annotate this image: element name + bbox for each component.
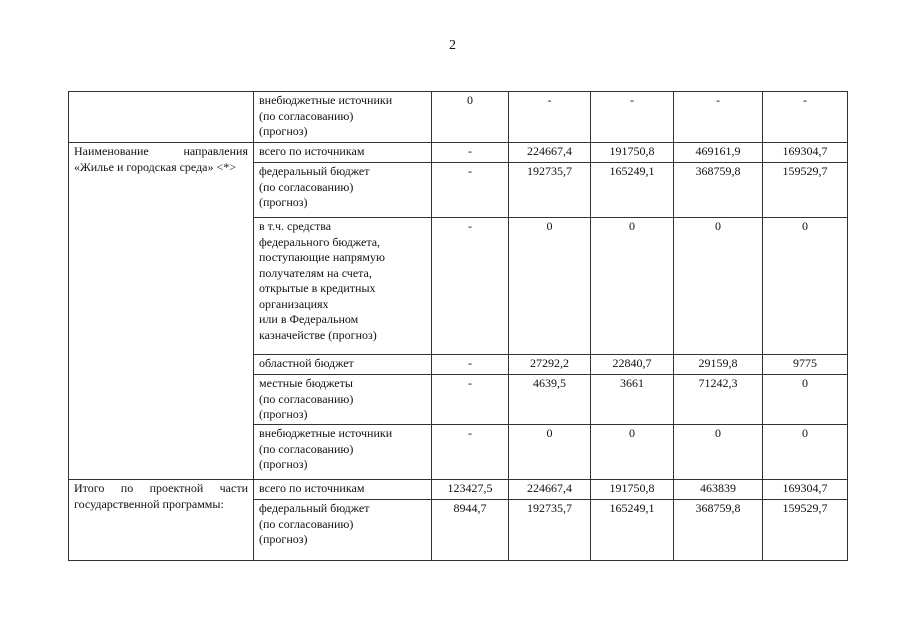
value-cell: 0 [674,425,763,480]
value-cell: 0 [763,375,848,425]
value-cell: 192735,7 [509,500,591,561]
value-cell: - [432,143,509,163]
funding-source-cell: областной бюджет [254,355,432,375]
value-cell: 165249,1 [591,500,674,561]
value-cell: 71242,3 [674,375,763,425]
value-cell: - [432,375,509,425]
value-cell: 0 [763,218,848,355]
value-cell: 191750,8 [591,143,674,163]
funding-source-cell: федеральный бюджет (по согласованию) (прогноз) [254,163,432,218]
value-cell: 191750,8 [591,480,674,500]
value-cell: 368759,8 [674,163,763,218]
value-cell: - [591,92,674,143]
funding-source-cell: всего по источникам [254,143,432,163]
value-cell: 169304,7 [763,480,848,500]
value-cell: 4639,5 [509,375,591,425]
value-cell: 192735,7 [509,163,591,218]
funding-source-cell: федеральный бюджет (по согласованию) (прогноз) [254,500,432,561]
value-cell: 159529,7 [763,500,848,561]
value-cell: - [432,163,509,218]
value-cell: 22840,7 [591,355,674,375]
total-name-cell: Итого по проектной части государственной программы: [69,480,254,561]
value-cell: 224667,4 [509,480,591,500]
funding-source-cell: внебюджетные источники (по согласованию) (прогноз) [254,92,432,143]
direction-name-cell [69,92,254,143]
value-cell: - [674,92,763,143]
value-cell: - [432,355,509,375]
value-cell: 29159,8 [674,355,763,375]
value-cell: 0 [674,218,763,355]
table-row [69,92,848,143]
value-cell: 463839 [674,480,763,500]
direction-name-cell: Наименование направления «Жилье и городская среда» <*> [69,143,254,480]
value-cell: 3661 [591,375,674,425]
value-cell: 0 [591,425,674,480]
page-number: 2 [449,38,456,53]
value-cell: 8944,7 [432,500,509,561]
table-row [69,143,848,163]
funding-source-cell: внебюджетные источники (по согласованию) (прогноз) [254,425,432,480]
funding-source-cell: местные бюджеты (по согласованию) (прогноз) [254,375,432,425]
value-cell: 159529,7 [763,163,848,218]
table-row [69,480,848,500]
value-cell: 123427,5 [432,480,509,500]
value-cell: 0 [509,425,591,480]
value-cell: - [432,218,509,355]
value-cell: 165249,1 [591,163,674,218]
value-cell: 0 [432,92,509,143]
value-cell: 27292,2 [509,355,591,375]
funding-source-cell: всего по источникам [254,480,432,500]
value-cell: - [432,425,509,480]
value-cell: 169304,7 [763,143,848,163]
value-cell: - [763,92,848,143]
value-cell: 469161,9 [674,143,763,163]
value-cell: - [509,92,591,143]
value-cell: 224667,4 [509,143,591,163]
value-cell: 0 [763,425,848,480]
value-cell: 0 [591,218,674,355]
value-cell: 0 [509,218,591,355]
value-cell: 9775 [763,355,848,375]
funding-source-cell: в т.ч. средства федерального бюджета, поступающие напрямую получателям на счета, открытые в кредитных организациях или в Федеральном казначействе (прогноз) [254,218,432,355]
budget-table [68,91,848,561]
value-cell: 368759,8 [674,500,763,561]
